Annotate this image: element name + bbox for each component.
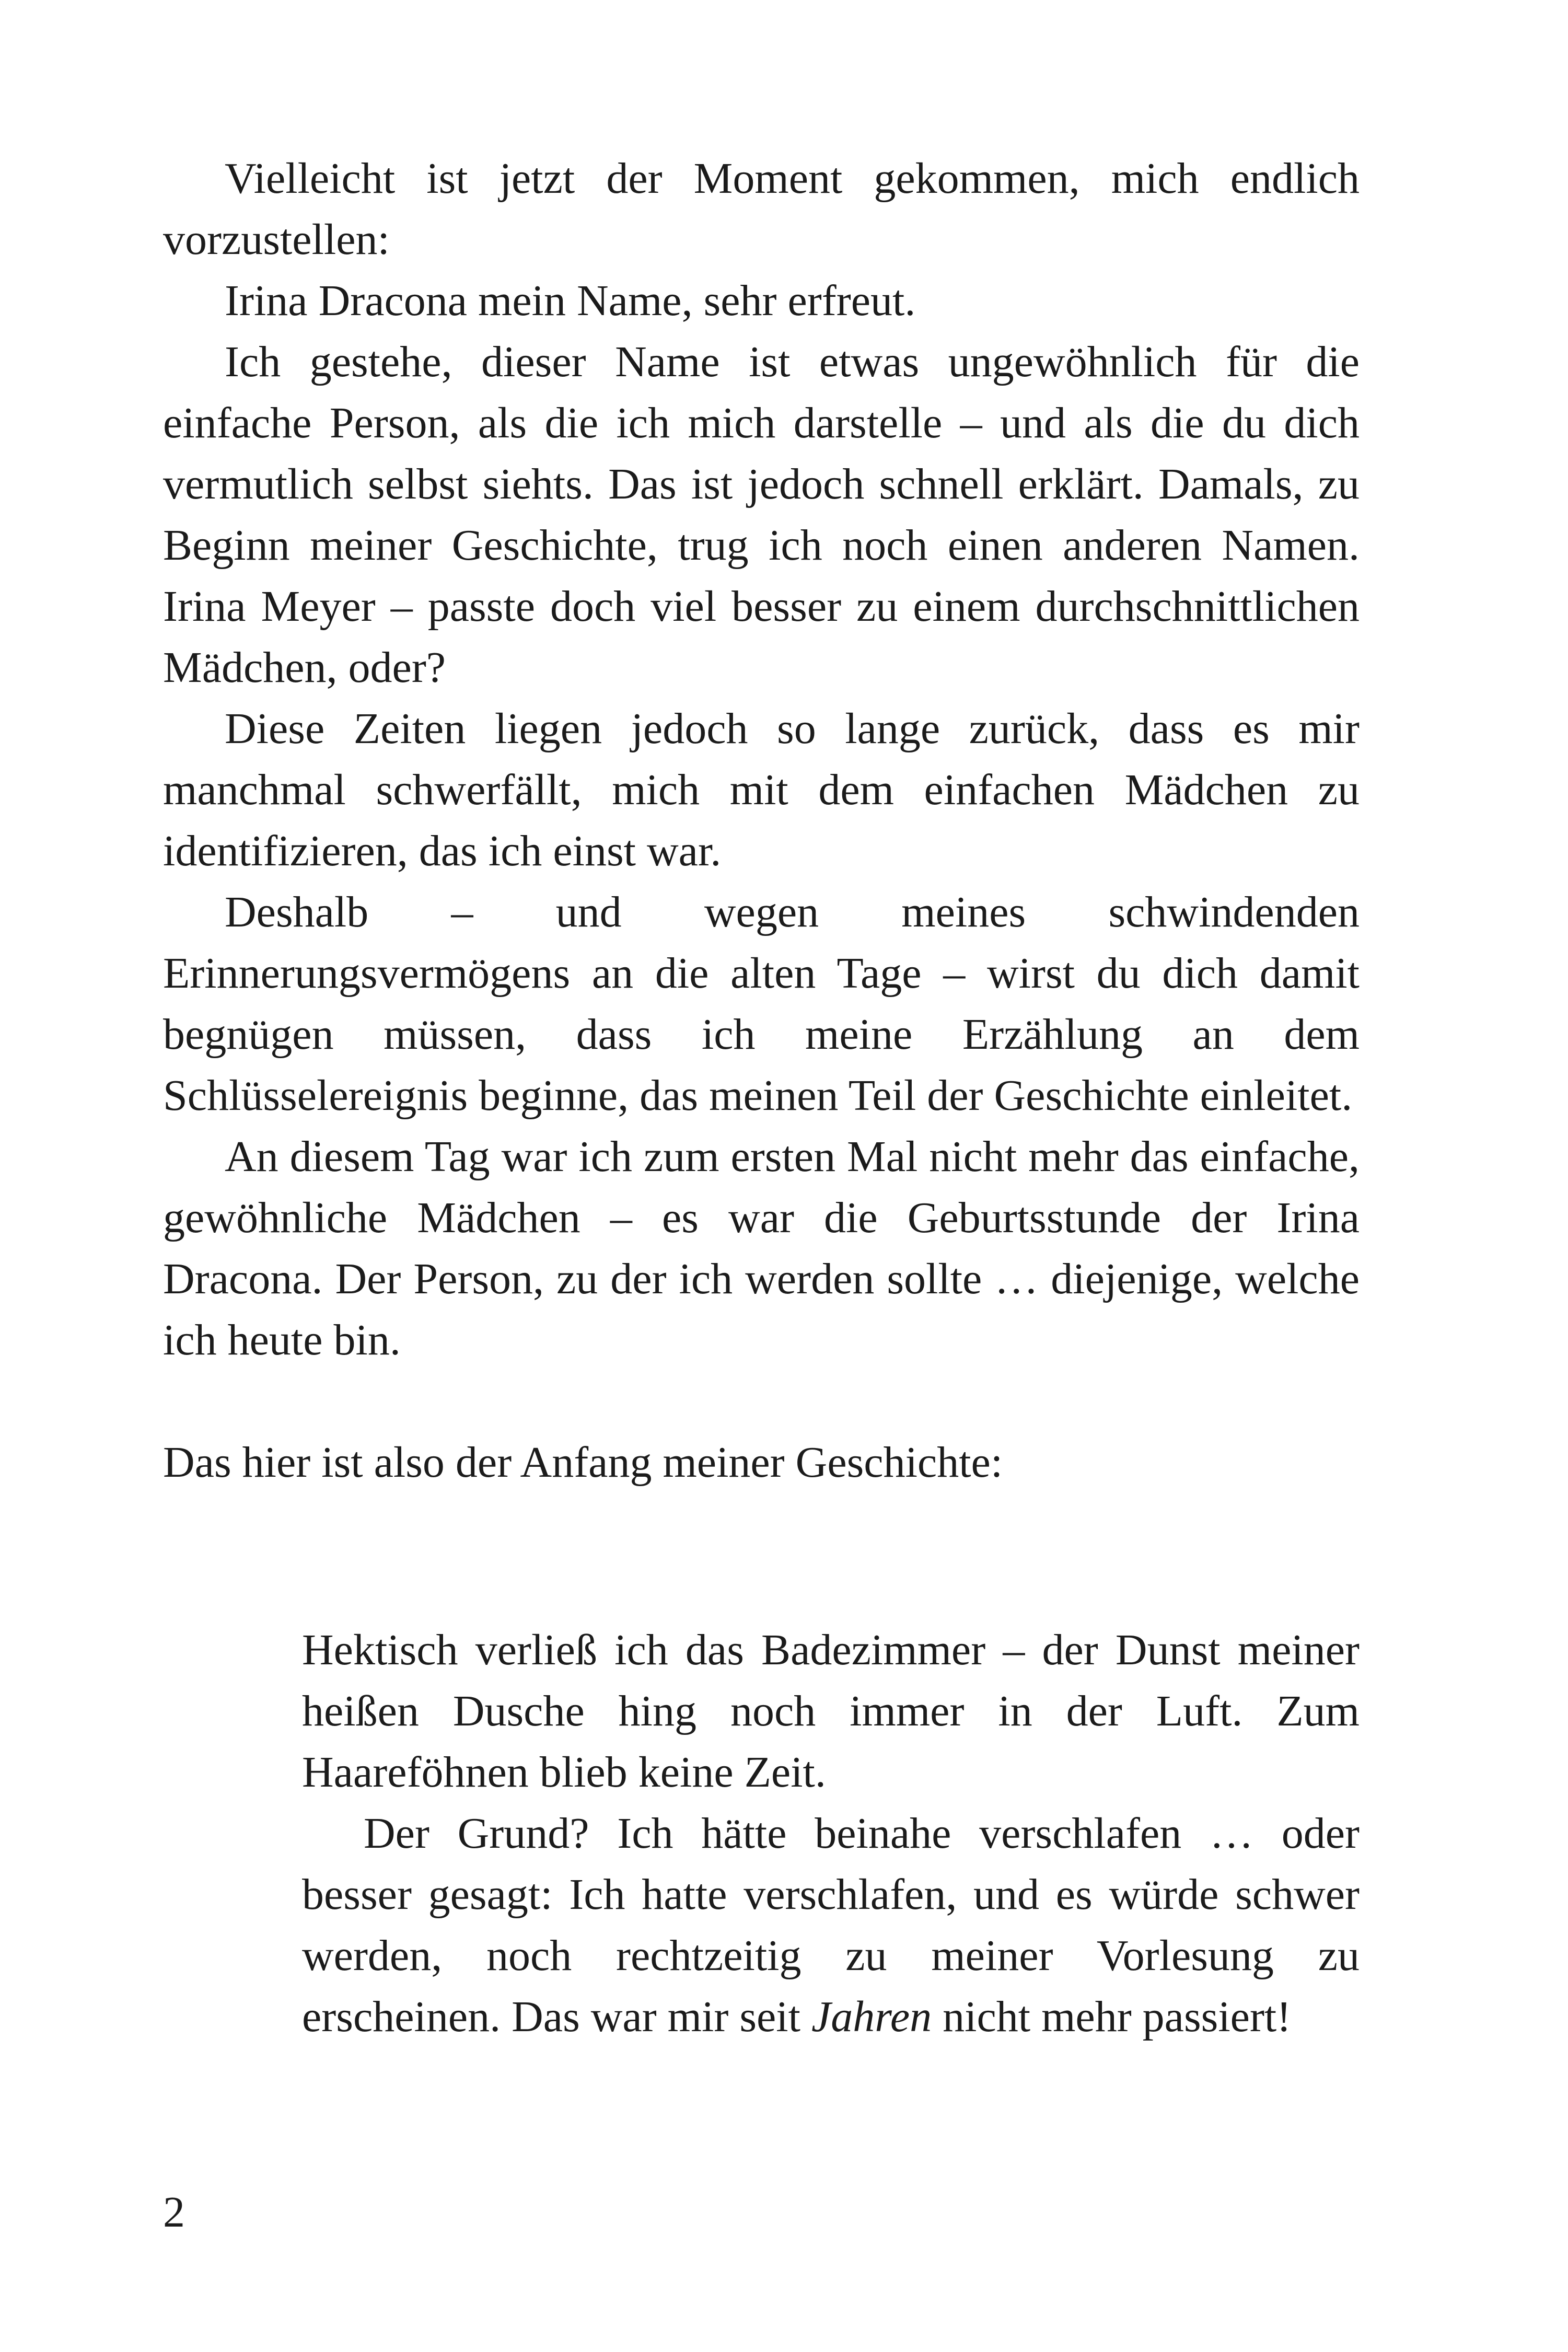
story-excerpt	[302, 1619, 1360, 2047]
paragraph-past-times: Diese Zeiten liegen jedoch so lange zurück, dass es mir manchmal schwerfällt, mich mit dem einfachen Mädchen zu identifizieren, das ich einst war.	[163, 704, 1360, 875]
excerpt-paragraph-1: Hektisch verließ ich das Badezimmer – der Dunst meiner heißen Dusche hing noch immer in der Luft. Zum Haareföhnen blieb keine Zeit.	[302, 1626, 1360, 1797]
section-gap	[163, 1371, 1360, 1432]
paragraph-birth-hour: An diesem Tag war ich zum ersten Mal nicht mehr das einfache, gewöhnliche Mädchen – es war die Geburtsstunde der Irina Dracona. Der Person, zu der ich werden sollte … diejenige, welche ich heute bin.	[163, 1132, 1360, 1364]
excerpt-text-before-emphasis: Der Grund? Ich hätte beinahe verschlafen … oder besser gesagt: Ich hatte verschlafen, und es würde schwer werden, noch rechtzeitig zu meiner Vorlesung zu erscheinen. Das war mir seit	[302, 1809, 1360, 2041]
main-text	[163, 148, 1360, 1493]
intro-line: Das hier ist also der Anfang meiner Geschichte:	[163, 1438, 1003, 1487]
emphasized-word: Jahren	[811, 1992, 932, 2041]
excerpt-text-after-emphasis: nicht mehr passiert!	[932, 1992, 1292, 2041]
paragraph-key-event: Deshalb – und wegen meines schwindenden Erinnerungsvermögens an die alten Tage – wirst du dich damit begnügen müssen, dass ich meine Erzählung an dem Schlüsselereignis beginne, das meinen Teil der Geschichte einleitet.	[163, 888, 1360, 1120]
paragraph-name-explanation: Ich gestehe, dieser Name ist etwas ungewöhnlich für die einfache Person, als die ich mich darstelle – und als die du dich vermutlich selbst siehts. Das ist jedoch schnell erklärt. Damals, zu Beginn meiner Geschichte, trug ich noch einen anderen Namen. Irina Meyer – passte doch viel besser zu einem durchschnittlichen Mädchen, oder?	[163, 338, 1360, 692]
paragraph-name: Irina Dracona mein Name, sehr erfreut.	[225, 276, 916, 325]
paragraph-introduction: Vielleicht ist jetzt der Moment gekommen, mich endlich vorzustellen:	[163, 154, 1360, 264]
excerpt-paragraph-2	[302, 1803, 1360, 2047]
page-number: 2	[163, 2188, 185, 2237]
